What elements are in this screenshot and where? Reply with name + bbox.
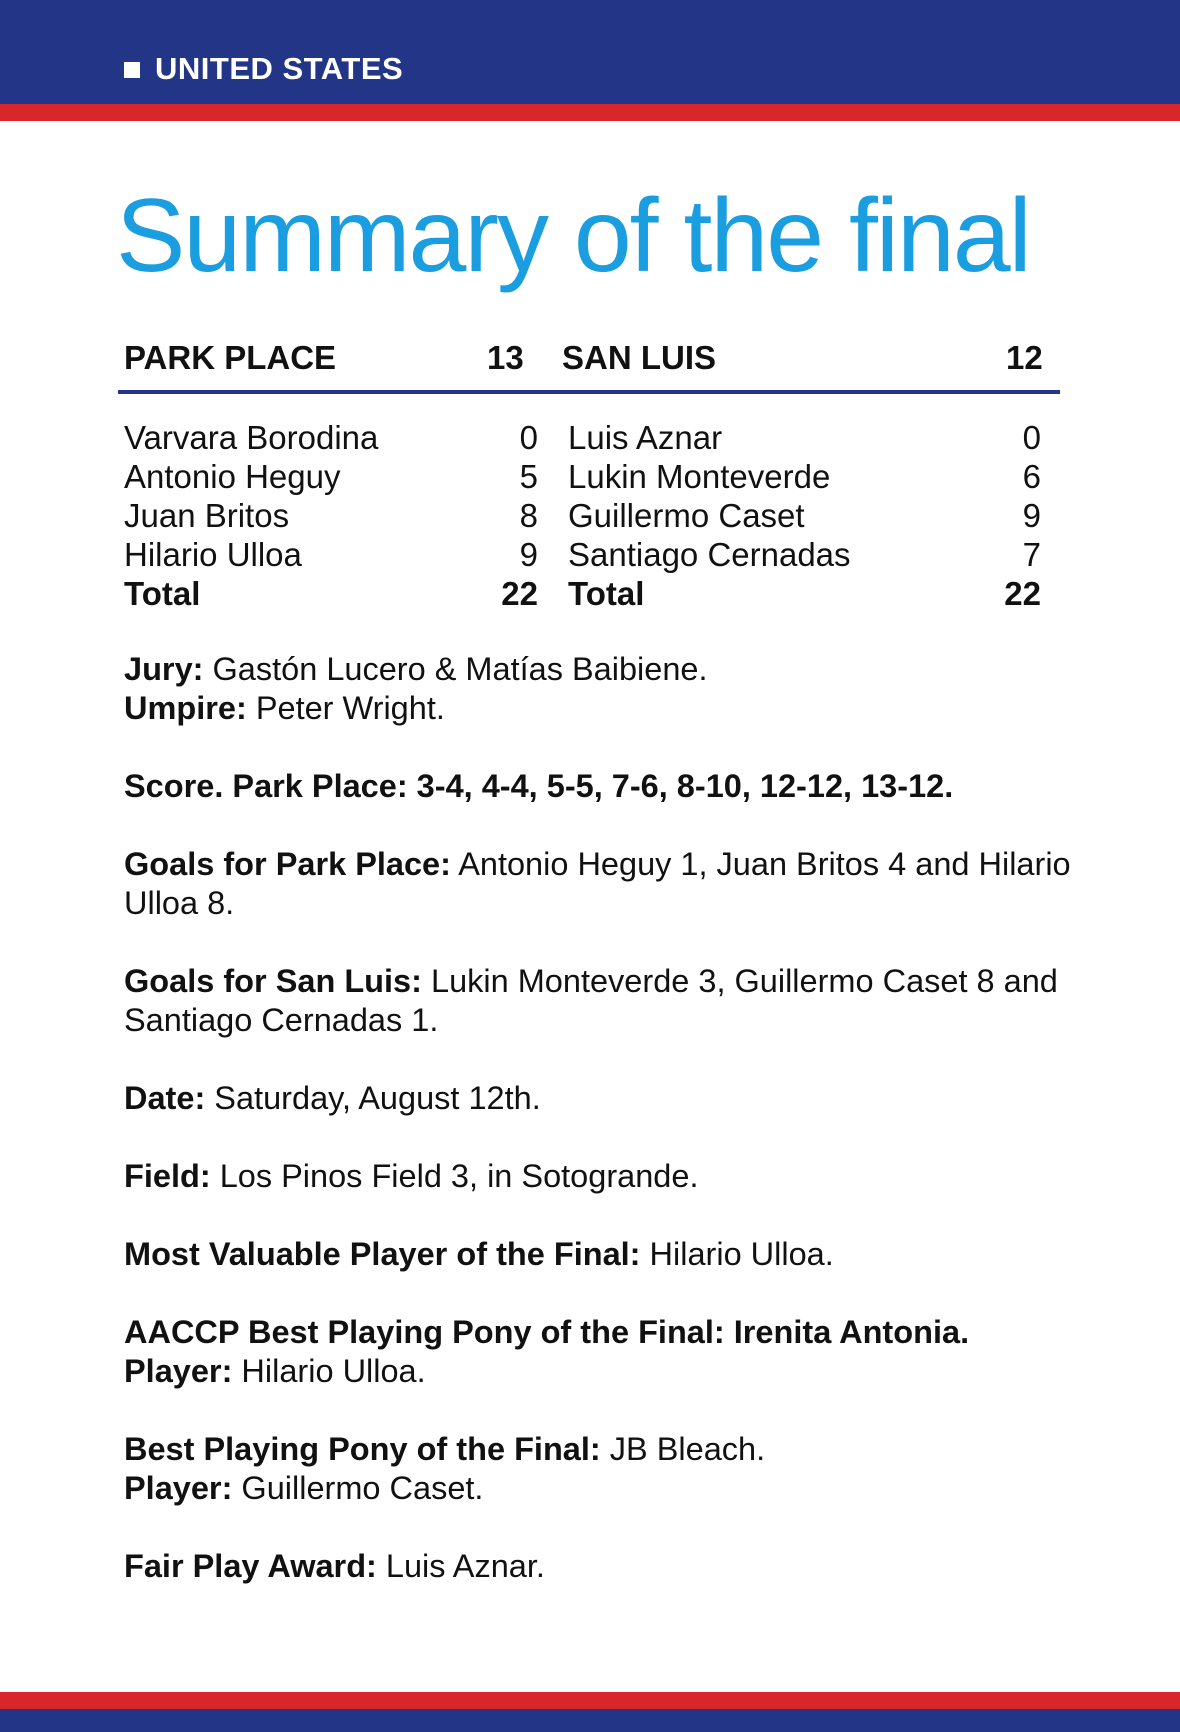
player-row (568, 496, 1041, 535)
aaccp-player-label: Player: (124, 1353, 233, 1389)
best-pony-line (124, 1430, 1084, 1469)
goals-pp-label: Goals for Park Place: (124, 846, 451, 882)
mvp-label: Most Valuable Player of the Final: (124, 1236, 641, 1272)
total-value: 22 (1004, 575, 1041, 612)
player-row (124, 496, 538, 535)
footer-stripe (0, 1692, 1180, 1709)
player-name: Lukin Monteverde (568, 458, 831, 495)
jury-label: Jury: (124, 651, 204, 687)
goals-park-place (124, 845, 1084, 923)
goals-san-luis (124, 962, 1084, 1040)
player-value: 9 (1022, 497, 1041, 534)
player-list-left (124, 418, 538, 613)
player-row (568, 535, 1041, 574)
umpire-value: Peter Wright. (246, 690, 445, 726)
jury-line (124, 650, 1084, 689)
header-rule (118, 390, 1060, 394)
date-value: Saturday, August 12th. (205, 1080, 541, 1116)
player-name: Santiago Cernadas (568, 536, 851, 573)
player-row (124, 418, 538, 457)
jury-value: Gastón Lucero & Matías Baibiene. (203, 651, 708, 687)
goals-sl-value: Lukin Monteverde 3, Guillermo Caset 8 and Santiago Cernadas 1. (124, 963, 1058, 1038)
goals-pp-value: Antonio Heguy 1, Juan Britos 4 and Hilario Ulloa 8. (124, 846, 1071, 921)
fair-play-label: Fair Play Award: (124, 1548, 377, 1584)
player-value: 7 (1022, 536, 1041, 573)
player-value: 0 (1022, 419, 1041, 456)
player-value: 8 (519, 497, 538, 534)
aaccp-player-value: Hilario Ulloa. (232, 1353, 426, 1389)
player-name: Antonio Heguy (124, 458, 341, 495)
total-row (568, 574, 1041, 613)
total-value: 22 (501, 575, 538, 612)
field-value: Los Pinos Field 3, in Sotogrande. (210, 1158, 699, 1194)
mvp-line (124, 1235, 1084, 1274)
date-line (124, 1079, 1084, 1118)
aaccp-pony-line (124, 1313, 1084, 1352)
field-line (124, 1157, 1084, 1196)
player-name: Hilario Ulloa (124, 536, 302, 573)
match-details (124, 650, 1084, 1586)
player-value: 9 (519, 536, 538, 573)
score-line (124, 767, 1084, 806)
player-row (124, 457, 538, 496)
team-score-right: 12 (1006, 339, 1043, 376)
best-pony-label: Best Playing Pony of the Final: (124, 1431, 601, 1467)
player-row (568, 457, 1041, 496)
fair-play-value: Luis Aznar. (376, 1548, 545, 1584)
team-name-right: SAN LUIS (562, 339, 717, 376)
player-row (568, 418, 1041, 457)
score-text: Score. Park Place: 3-4, 4-4, 5-5, 7-6, 8-10, 12-12, 13-12. (124, 768, 954, 804)
aaccp-player-line (124, 1352, 1084, 1391)
total-label: Total (568, 575, 645, 612)
best-player-value: Guillermo Caset. (232, 1470, 484, 1506)
page-title: Summary of the final (116, 178, 1030, 294)
date-label: Date: (124, 1080, 206, 1116)
footer-bar (0, 1709, 1180, 1732)
aaccp-pony-text: AACCP Best Playing Pony of the Final: Irenita Antonia. (124, 1314, 970, 1350)
player-name: Varvara Borodina (124, 419, 379, 456)
best-player-label: Player: (124, 1470, 233, 1506)
section-label: UNITED STATES (155, 51, 404, 86)
player-name: Guillermo Caset (568, 497, 805, 534)
player-name: Juan Britos (124, 497, 290, 534)
team-name-left: PARK PLACE (124, 339, 337, 376)
umpire-line (124, 689, 1084, 728)
player-value: 5 (519, 458, 538, 495)
player-value: 6 (1022, 458, 1041, 495)
player-value: 0 (519, 419, 538, 456)
mvp-value: Hilario Ulloa. (640, 1236, 834, 1272)
player-list-right (568, 418, 1041, 613)
total-row (124, 574, 538, 613)
best-pony-value: JB Bleach. (600, 1431, 766, 1467)
field-label: Field: (124, 1158, 211, 1194)
best-player-line (124, 1469, 1084, 1508)
player-name: Luis Aznar (568, 419, 723, 456)
header-stripe (0, 104, 1180, 121)
square-bullet-icon (124, 62, 140, 78)
team-score-left: 13 (487, 339, 524, 376)
fair-play-line (124, 1547, 1084, 1586)
total-label: Total (124, 575, 201, 612)
goals-sl-label: Goals for San Luis: (124, 963, 422, 999)
umpire-label: Umpire: (124, 690, 247, 726)
player-row (124, 535, 538, 574)
